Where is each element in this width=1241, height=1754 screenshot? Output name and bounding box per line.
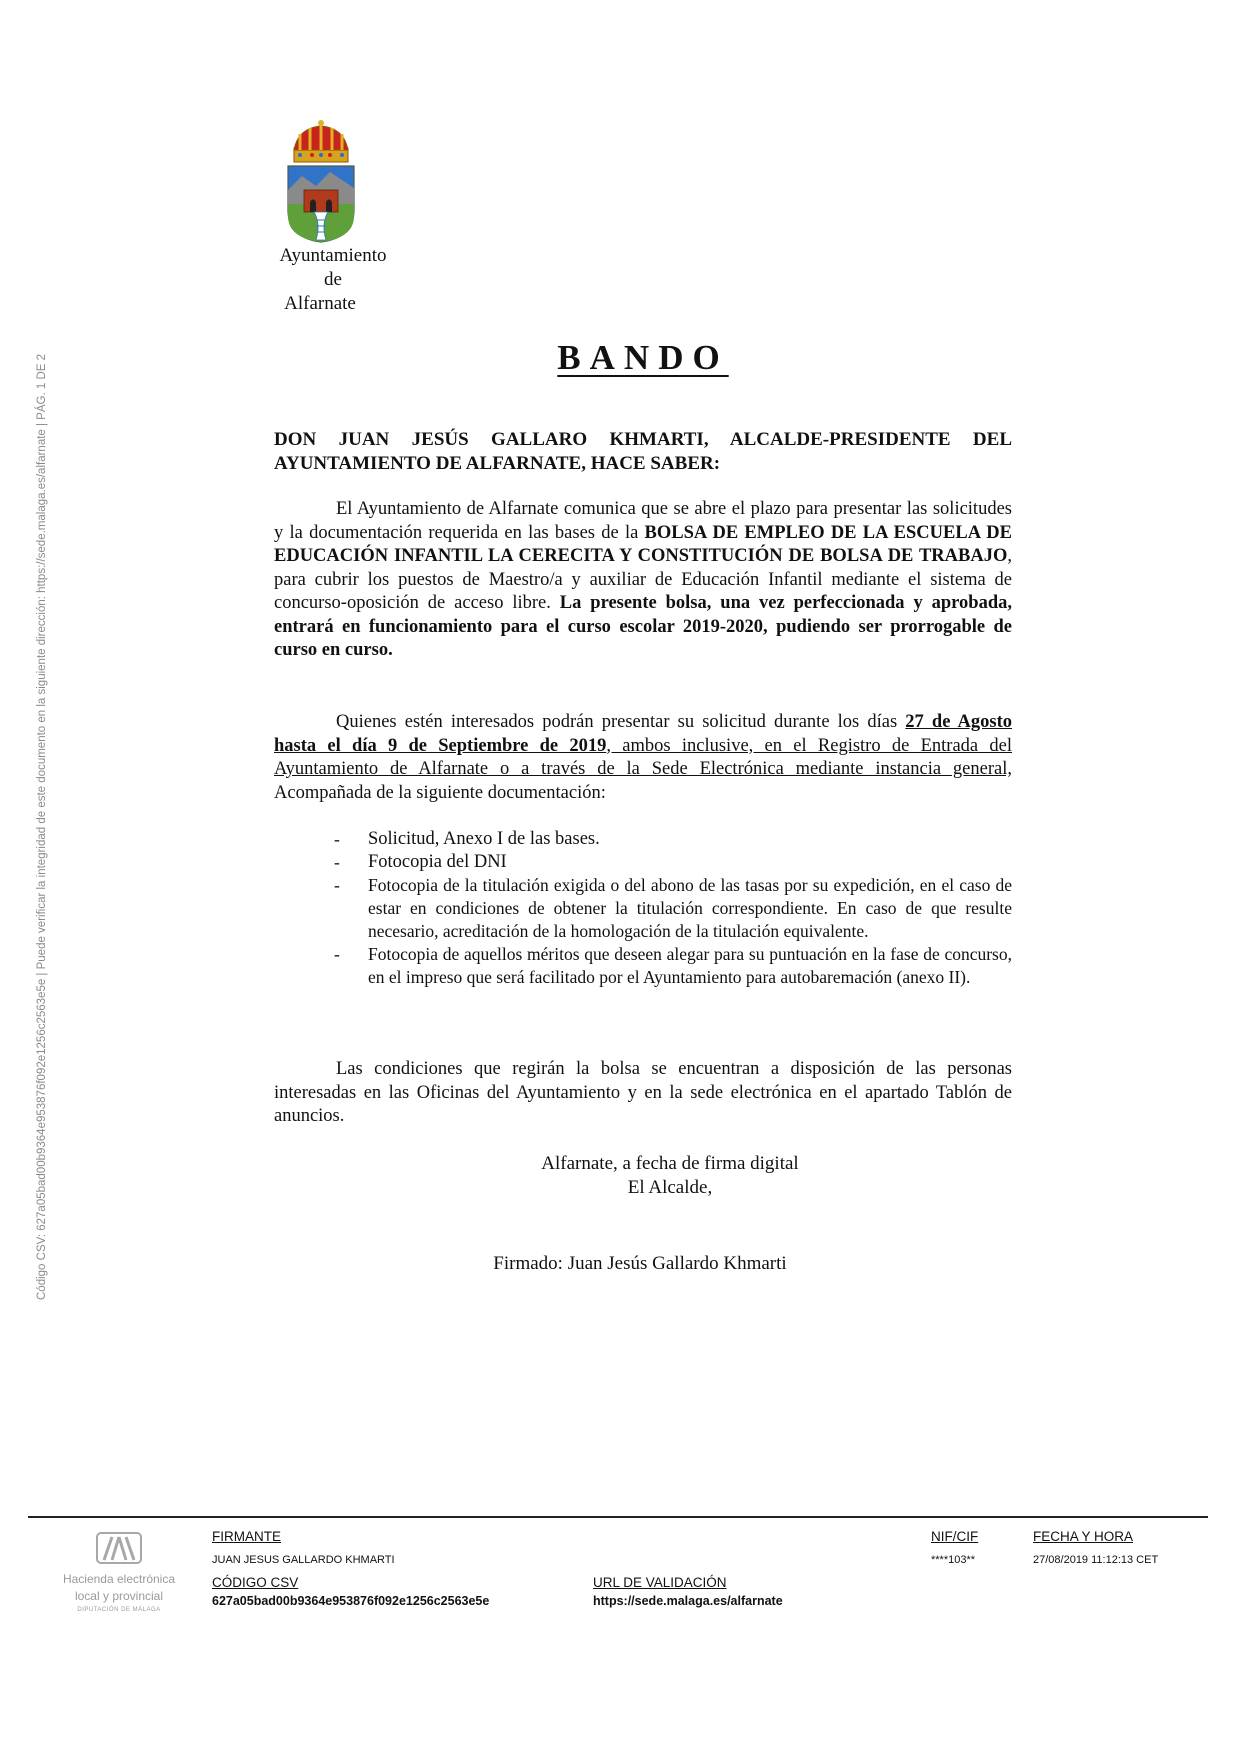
p1-text-c: , para cubrir los puestos de Maestro/a y auxiliar de Educación Infantil mediante el sistema de concurso-oposición de acceso libre. bbox=[274, 546, 1012, 613]
list-marker: - bbox=[334, 875, 340, 895]
list-marker: - bbox=[334, 944, 340, 964]
org-line-3: Alfarnate bbox=[284, 293, 356, 314]
p2-dates: 27 de Agosto hasta el día 9 de Septiembre de 2019 bbox=[274, 712, 1012, 756]
list-item: - Solicitud, Anexo I de las bases. bbox=[334, 829, 600, 849]
fecha-label: FECHA Y HORA bbox=[1033, 1529, 1134, 1544]
list-item: - Fotocopia del DNI bbox=[334, 852, 507, 872]
coat-of-arms-icon bbox=[286, 120, 356, 244]
logo-line-1: Hacienda electrónica bbox=[62, 1572, 176, 1586]
paragraph-1 bbox=[274, 498, 1012, 663]
logo-line-3: DIPUTACIÓN DE MÁLAGA bbox=[77, 1607, 161, 1613]
announcement-heading: DON JUAN JESÚS GALLARO KHMARTI, ALCALDE-PRESIDENTE DEL AYUNTAMIENTO DE ALFARNATE, HACE SABER: bbox=[274, 429, 1012, 474]
org-line-1: Ayuntamiento bbox=[279, 245, 387, 266]
url-value[interactable]: https://sede.malaga.es/alfarnate bbox=[593, 1594, 783, 1608]
footer-divider bbox=[28, 1516, 1208, 1518]
csv-label: CÓDIGO CSV bbox=[212, 1575, 299, 1590]
fecha-value: 27/08/2019 11:12:13 CET bbox=[1033, 1554, 1159, 1566]
paragraph-3: Las condiciones que regirán la bolsa se encuentran a disposición de las personas interesadas en las Oficinas del Ayuntamiento y en la sede electrónica en el apartado Tablón de anuncios. bbox=[274, 1059, 1012, 1126]
p1-text-bolsa: BOLSA DE EMPLEO DE LA ESCUELA DE EDUCACIÓN INFANTIL LA CERECITA Y CONSTITUCIÓN DE BOLSA DE TRABAJO bbox=[274, 522, 1012, 566]
list-marker: - bbox=[334, 829, 340, 849]
list-item: - Fotocopia de aquellos méritos que deseen alegar para su puntuación en la fase de concurso, en el impreso que será facilitado por el Ayuntamiento para autobaremación (anexo II). bbox=[334, 944, 1012, 987]
p1-text-a: El Ayuntamiento de Alfarnate comunica que se abre el plazo para presentar las solicitudes y la documentación requerida en las bases de la bbox=[274, 499, 1012, 543]
closing-block bbox=[0, 1152, 1241, 1200]
p2-text-d: Acompañada de la siguiente documentación: bbox=[274, 782, 606, 803]
firmante-value: JUAN JESUS GALLARDO KHMARTI bbox=[212, 1554, 395, 1566]
p2-text-a: Quienes estén interesados podrán presentar su solicitud durante los días bbox=[336, 712, 906, 732]
organization-name bbox=[268, 244, 398, 316]
vertical-margin-verification-text: Código CSV: 627a05bad00b9364e953876f092e1256c2563e5e | Puede verificar la integridad de este documento en la siguiente dirección: https://sede.malaga.es/alfarnate | PÁG. 1 DE 2 bbox=[36, 353, 48, 1300]
url-label: URL DE VALIDACIÓN bbox=[593, 1575, 727, 1590]
closing-role: El Alcalde, bbox=[627, 1177, 713, 1198]
closing-place-date: Alfarnate, a fecha de firma digital bbox=[541, 1153, 799, 1174]
nif-value: ****103** bbox=[931, 1554, 976, 1566]
p2-text-c: , ambos inclusive, en el Registro de Entrada del Ayuntamiento de Alfarnate o a través de la Sede Electrónica mediante instancia general, bbox=[274, 735, 1012, 779]
documentation-list bbox=[334, 828, 1012, 989]
closing-signature: Firmado: Juan Jesús Gallardo Khmarti bbox=[493, 1253, 787, 1274]
list-item: - Fotocopia de la titulación exigida o del abono de las tasas por su expedición, en el caso de estar en condiciones de obtener la titulación correspondiente. En caso de que resulte necesario, acreditación de la homologación de la titulación equivalente. bbox=[334, 875, 1012, 941]
nif-label: NIF/CIF bbox=[931, 1529, 979, 1544]
logo-line-2: local y provincial bbox=[74, 1589, 164, 1603]
org-line-2: de bbox=[324, 269, 342, 290]
list-marker: - bbox=[334, 852, 340, 872]
p1-text-d: La presente bolsa, una vez perfeccionada y aprobada, entrará en funcionamiento para el curso escolar 2019-2020, pudiendo ser prorrogable de curso en curso. bbox=[274, 593, 1012, 660]
firmante-label: FIRMANTE bbox=[212, 1529, 281, 1544]
footer-logo bbox=[56, 1532, 182, 1613]
csv-value: 627a05bad00b9364e953876f092e1256c2563e5e bbox=[212, 1594, 490, 1608]
document-title: BANDO bbox=[557, 338, 729, 377]
paragraph-2 bbox=[274, 711, 1012, 805]
hacienda-logo-icon bbox=[96, 1532, 142, 1564]
